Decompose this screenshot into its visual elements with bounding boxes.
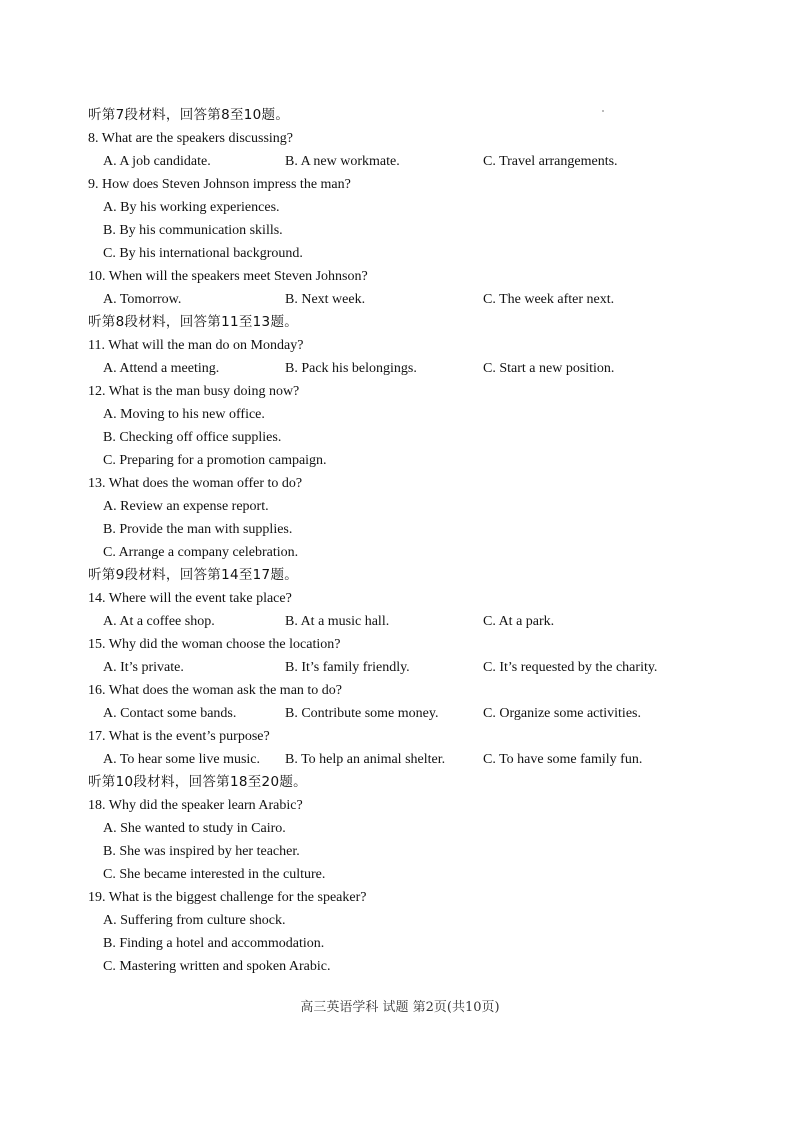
- question-stem: 18. Why did the speaker learn Arabic?: [88, 798, 303, 813]
- answer-option: A. Moving to his new office.: [103, 407, 265, 422]
- section-instruction: 听第9段材料，回答第14至17题。: [88, 567, 299, 583]
- option-row: [88, 357, 728, 380]
- option-row: [88, 288, 728, 311]
- option-row: [88, 150, 728, 173]
- answer-option: C. At a park.: [483, 614, 555, 629]
- answer-option: A. By his working experiences.: [103, 200, 280, 215]
- answer-option: C. The week after next.: [483, 292, 615, 307]
- question-stem: 15. Why did the woman choose the location?: [88, 637, 341, 652]
- answer-option: C. It’s requested by the charity.: [483, 660, 658, 675]
- answer-option: A. To hear some live music.: [103, 752, 261, 767]
- answer-option: C. To have some family fun.: [483, 752, 643, 767]
- section-instruction: 听第10段材料，回答第18至20题。: [88, 774, 307, 790]
- answer-option: B. Contribute some money.: [285, 706, 439, 721]
- answer-option: B. Checking off office supplies.: [103, 430, 282, 445]
- section-instruction: 听第7段材料，回答第8至10题。: [88, 107, 290, 123]
- answer-option: A. It’s private.: [103, 660, 184, 675]
- answer-option: C. Start a new position.: [483, 361, 615, 376]
- answer-option: B. Pack his belongings.: [285, 361, 417, 376]
- answer-option: C. Mastering written and spoken Arabic.: [103, 959, 331, 974]
- answer-option: A. She wanted to study in Cairo.: [103, 821, 286, 836]
- answer-option: A. Tomorrow.: [103, 292, 182, 307]
- answer-option: A. Review an expense report.: [103, 499, 269, 514]
- answer-option: A. Suffering from culture shock.: [103, 913, 286, 928]
- answer-option: B. To help an animal shelter.: [285, 752, 446, 767]
- answer-option: C. By his international background.: [103, 246, 303, 261]
- answer-option: C. Organize some activities.: [483, 706, 641, 721]
- answer-option: B. Provide the man with supplies.: [103, 522, 293, 537]
- answer-option: B. It’s family friendly.: [285, 660, 410, 675]
- question-stem: 9. How does Steven Johnson impress the man?: [88, 177, 351, 192]
- answer-option: B. Next week.: [285, 292, 366, 307]
- answer-option: C. She became interested in the culture.: [103, 867, 326, 882]
- answer-option: B. A new workmate.: [285, 154, 400, 169]
- answer-option: C. Travel arrangements.: [483, 154, 618, 169]
- question-stem: 8. What are the speakers discussing?: [88, 131, 294, 146]
- question-stem: 13. What does the woman offer to do?: [88, 476, 303, 491]
- question-stem: 11. What will the man do on Monday?: [88, 338, 304, 353]
- answer-option: B. She was inspired by her teacher.: [103, 844, 300, 859]
- answer-option: B. At a music hall.: [285, 614, 390, 629]
- question-stem: 12. What is the man busy doing now?: [88, 384, 300, 399]
- option-row: [88, 748, 728, 771]
- answer-option: B. By his communication skills.: [103, 223, 283, 238]
- question-stem: 19. What is the biggest challenge for the speaker?: [88, 890, 367, 905]
- question-stem: 17. What is the event’s purpose?: [88, 729, 270, 744]
- question-stem: 14. Where will the event take place?: [88, 591, 292, 606]
- question-stem: 16. What does the woman ask the man to do?: [88, 683, 343, 698]
- listening-section: [88, 104, 728, 978]
- page-footer: 高三英语学科 试题 第2页(共10页): [300, 1000, 500, 1015]
- answer-option: C. Arrange a company celebration.: [103, 545, 299, 560]
- section-instruction: 听第8段材料，回答第11至13题。: [88, 314, 299, 330]
- question-stem: 10. When will the speakers meet Steven Johnson?: [88, 269, 368, 284]
- option-row: [88, 656, 728, 679]
- option-row: [88, 702, 728, 725]
- answer-option: C. Preparing for a promotion campaign.: [103, 453, 327, 468]
- answer-option: A. Contact some bands.: [103, 706, 237, 721]
- answer-option: B. Finding a hotel and accommodation.: [103, 936, 325, 951]
- answer-option: A. Attend a meeting.: [103, 361, 220, 376]
- option-row: [88, 610, 728, 633]
- answer-option: A. At a coffee shop.: [103, 614, 215, 629]
- answer-option: A. A job candidate.: [103, 154, 211, 169]
